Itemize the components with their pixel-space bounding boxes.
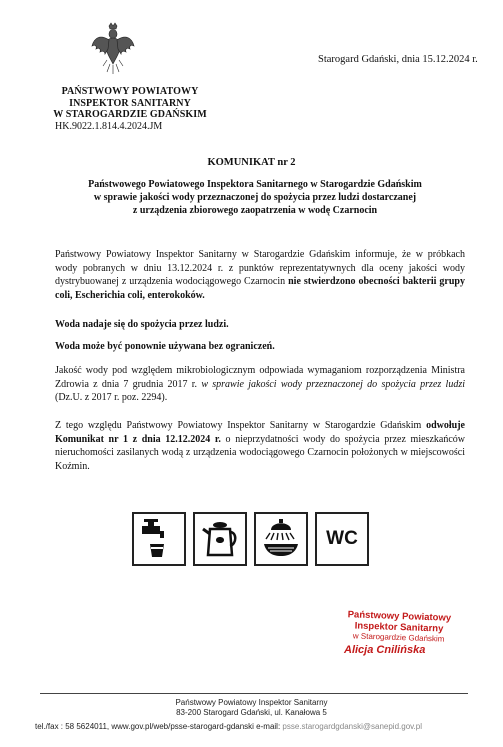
footer-email-link[interactable]: psse.starogardgdanski@sanepid.gov.pl xyxy=(282,722,423,731)
paragraph-text: (Dz.U. z 2017 r. poz. 2294). xyxy=(55,392,168,404)
water-usage-icons xyxy=(132,512,382,570)
place-and-date: Starogard Gdański, dnia 15.12.2024 r. xyxy=(318,54,478,65)
subtitle-line: w sprawie jakości wody przeznaczonej do spożycia przez ludzi dostarczanej xyxy=(93,192,417,203)
authority-line: INSPEKTOR SANITARNY xyxy=(69,97,191,109)
paragraph-text: o nieprzydatności wody do spożycia przez mieszkańców nieruchomości zasilanych wodą z urządzenia wodociągowego Czarnocin położonych w miejscowości Koźmin. xyxy=(55,433,465,472)
signature-name: Alicja Cnilińska xyxy=(344,644,426,656)
wc-label: WC xyxy=(326,528,358,549)
stamp-line: Inspektor Sanitarny xyxy=(354,619,444,635)
document-subtitle xyxy=(60,178,450,217)
paragraph-text: Jakość wody pod względem mikrobiologicznym odpowiada wymaganiom rozporządzenia Ministra Zdrowia z dnia 7 grudnia 2017 r. xyxy=(55,365,465,390)
wc-icon xyxy=(315,512,369,566)
regulation-title: w sprawie jakości wody przeznaczonej do spożycia przez ludzi xyxy=(201,378,466,390)
kettle-icon xyxy=(193,512,247,566)
paragraph-usable-without-restrictions: Woda może być ponownie używana bez ograniczeń. xyxy=(55,341,275,352)
paragraph-fit-for-consumption: Woda nadaje się do spożycia przez ludzi. xyxy=(55,319,229,330)
paragraph-regulation xyxy=(55,364,465,405)
subtitle-line: z urządzenia zbiorowego zaopatrzenia w wodę Czarnocin xyxy=(132,205,378,216)
paragraph-text: Z tego względu Państwowy Powiatowy Inspektor Sanitarny w Starogardzie Gdańskim xyxy=(55,420,427,431)
subtitle-line: Państwowego Powiatowego Inspektora Sanitarnego w Starogardzie Gdańskim xyxy=(88,179,422,190)
footer-authority: Państwowy Powiatowy Inspektor Sanitarny xyxy=(175,698,328,707)
revoked-notice: odwołuje Komunikat nr 1 z dnia 12.12.2024 r. xyxy=(55,420,465,445)
polish-eagle-emblem-icon xyxy=(90,22,136,76)
footer-address: 83-200 Starogard Gdański, ul. Kanałowa 5 xyxy=(176,708,327,717)
shower-icon xyxy=(254,512,308,566)
footer xyxy=(0,698,503,718)
paragraph-revocation xyxy=(55,419,465,473)
paragraph-text: Państwowy Powiatowy Inspektor Sanitarny w Starogardzie Gdańskim informuje, że w próbkach wody pobranych w dniu 13.12.2024 r. z punktów reprezentatywnych dla oceny jakości wody dystrybuowanej z urządzenia wodociągowego Czarnocin xyxy=(55,249,465,288)
footer-contact xyxy=(35,722,422,731)
stamp-line: w Starogardzie Gdańskim xyxy=(352,631,445,644)
paragraph-test-results xyxy=(55,248,465,302)
drinking-water-icon xyxy=(132,512,186,566)
official-stamp xyxy=(333,610,464,646)
stamp-line: Państwowy Powiatowy xyxy=(347,609,452,624)
footer-divider xyxy=(40,693,468,694)
document-title: KOMUNIKAT nr 2 xyxy=(207,157,296,168)
authority-line: W STAROGARDZIE GDAŃSKIM xyxy=(53,109,207,120)
case-reference: HK.9022.1.814.4.2024.JM xyxy=(55,121,163,132)
footer-phone-web: tel./fax : 58 5624011, www.gov.pl/web/psse-starogard-gdanski e-mail: xyxy=(35,722,283,731)
authority-line: PAŃSTWOWY POWIATOWY xyxy=(61,86,199,97)
paragraph-bold-finding: nie stwierdzono obecności bakterii grupy coli, Escherichia coli, enterokoków. xyxy=(55,276,465,301)
issuing-authority xyxy=(30,86,230,121)
